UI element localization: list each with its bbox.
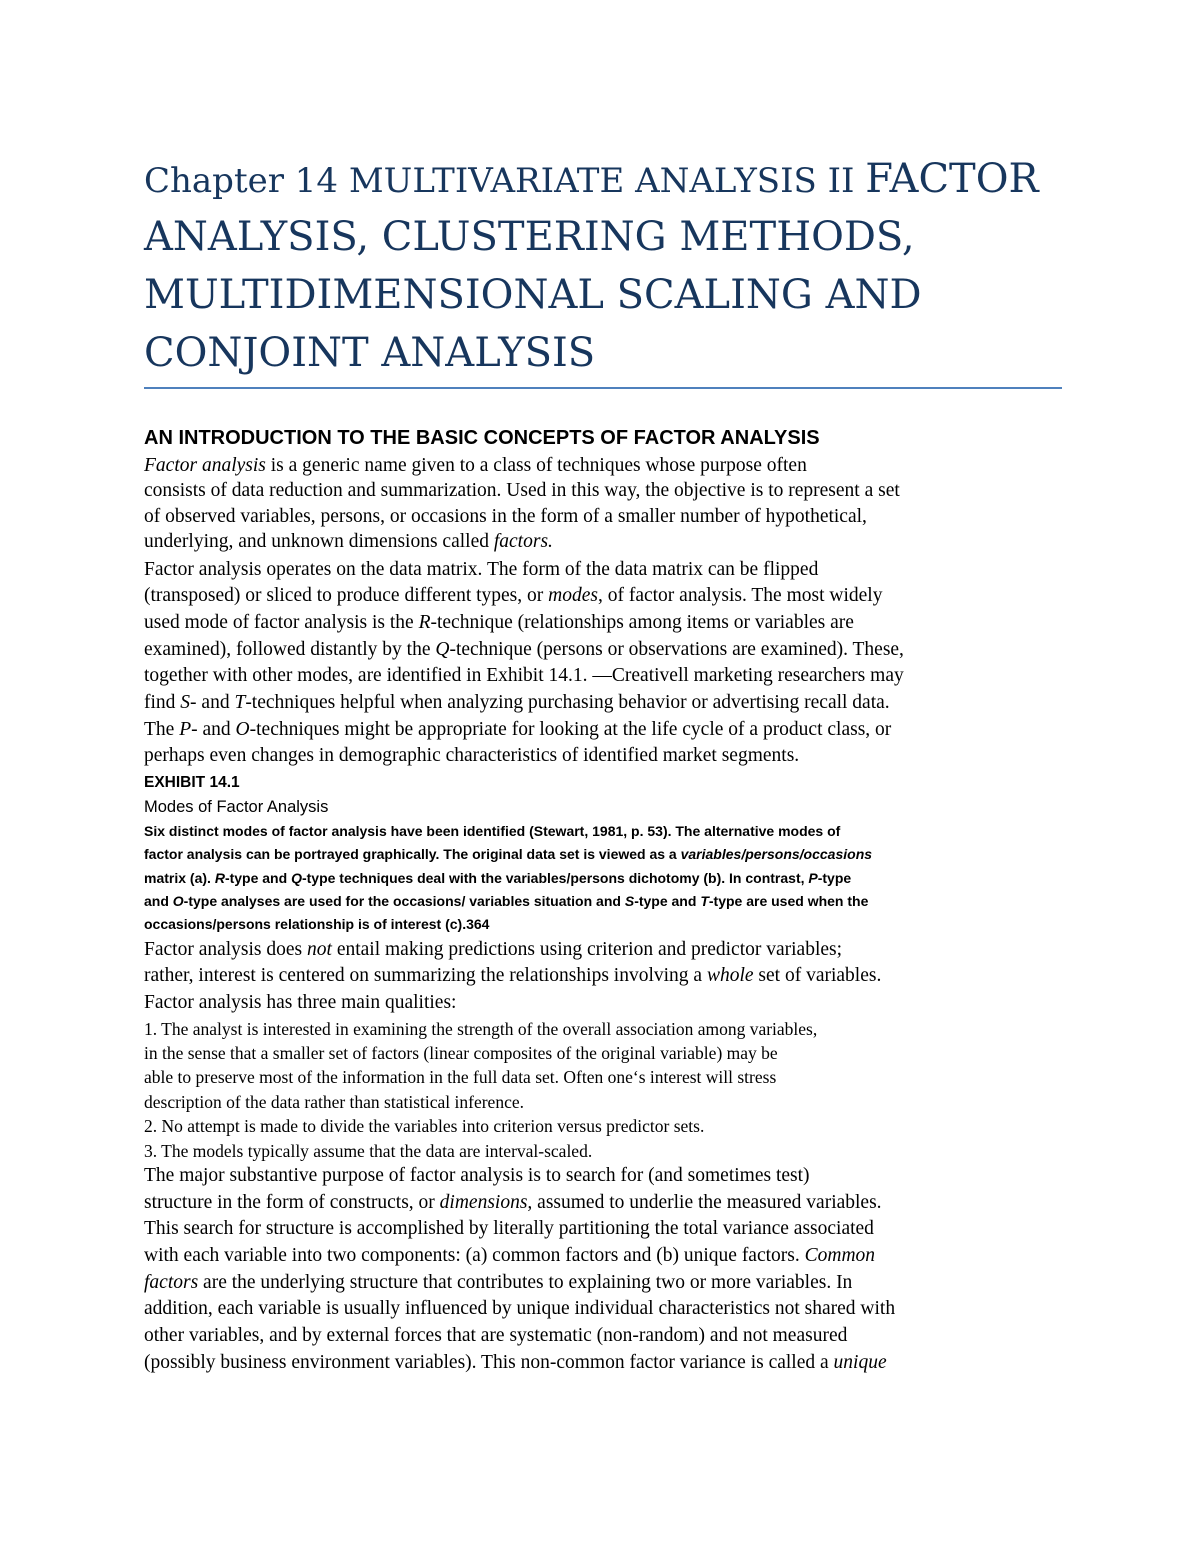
text-line xyxy=(144,529,1074,554)
text: matrix (a). xyxy=(144,869,215,886)
paragraph-modes xyxy=(144,557,1074,771)
text: (possibly business environment variables). This non-common factor variance is called a xyxy=(144,1351,834,1373)
chapter-title xyxy=(144,150,1064,382)
exhibit-subtitle: Modes of Factor Analysis xyxy=(144,798,329,817)
list-item: 3. The models typically assume that the data are interval-scaled. xyxy=(144,1140,593,1161)
text-line xyxy=(144,1350,1074,1377)
text: is a generic name given to a class of techniques whose purpose often xyxy=(265,455,807,476)
text: - and xyxy=(190,692,235,713)
title-text: FACTOR xyxy=(865,156,1039,202)
text-line xyxy=(144,717,1074,744)
text-line: other variables, and by external forces that are systematic (non-random) and not measured xyxy=(144,1325,848,1347)
text: rather, interest is centered on summarizing the relationships involving a xyxy=(144,965,707,987)
emphasis: Factor analysis xyxy=(144,455,266,476)
emphasis: Q xyxy=(291,869,302,886)
emphasis: dimensions, xyxy=(439,1191,533,1213)
text-line xyxy=(144,963,1074,990)
text-line xyxy=(144,1270,1074,1297)
text-line xyxy=(144,610,1074,637)
text: -techniques helpful when analyzing purchasing behavior or advertising recall data. xyxy=(245,692,890,713)
exhibit-label: EXHIBIT 14.1 xyxy=(144,774,240,792)
text-line xyxy=(144,1190,1074,1217)
emphasis: factors. xyxy=(493,531,553,553)
emphasis: modes xyxy=(548,585,598,607)
text: find xyxy=(144,692,181,713)
title-line xyxy=(144,150,1064,208)
paragraph-structure xyxy=(144,1163,1074,1377)
text: -type and xyxy=(634,892,701,909)
emphasis: Q xyxy=(435,638,450,660)
text-line xyxy=(144,690,1074,717)
list-item: 1. The analyst is interested in examining the strength of the overall association among variables, xyxy=(144,1018,818,1039)
text-line xyxy=(144,843,1074,866)
text-line xyxy=(144,1243,1074,1270)
text: examined), followed distantly by the xyxy=(144,638,436,660)
text-line: together with other modes, are identified in Exhibit 14.1. —Creativell marketing researchers may xyxy=(144,665,904,687)
text: -type and xyxy=(224,869,292,886)
emphasis: unique xyxy=(833,1351,887,1373)
text-line xyxy=(144,453,1074,478)
text: -type techniques deal with the variables/persons dichotomy (b). In contrast, xyxy=(301,869,809,886)
qualities-list xyxy=(144,1017,1074,1163)
emphasis: T xyxy=(234,692,246,713)
text-line xyxy=(144,637,1074,664)
text-line: description of the data rather than statistical inference. xyxy=(144,1091,524,1112)
text-line: The major substantive purpose of factor analysis is to search for (and sometimes test) xyxy=(144,1164,810,1186)
text-line: This search for structure is accomplished by literally partitioning the total variance associated xyxy=(144,1218,874,1240)
text: assumed to underlie the measured variables. xyxy=(532,1191,882,1213)
title-divider xyxy=(144,387,1062,389)
emphasis: S xyxy=(180,692,191,713)
text-line: able to preserve most of the information in the full data set. Often one‘s interest will stress xyxy=(144,1067,777,1088)
list-item: 2. No attempt is made to divide the variables into criterion versus predictor sets. xyxy=(144,1116,705,1137)
emphasis: T xyxy=(700,892,709,909)
text: -type are used when the xyxy=(708,892,869,909)
text-line xyxy=(144,890,1074,913)
text: -type analyses are used for the occasions/ variables situation and xyxy=(183,892,625,909)
paragraph-factor-analysis-definition xyxy=(144,453,1074,555)
emphasis: Common xyxy=(804,1245,876,1267)
text: , of factor analysis. The most widely xyxy=(597,585,883,607)
text: are the underlying structure that contributes to explaining two or more variables. In xyxy=(198,1271,853,1293)
text-line: perhaps even changes in demographic characteristics of identified market segments. xyxy=(144,745,800,767)
text: - and xyxy=(191,718,236,740)
text: (transposed) or sliced to produce different types, or xyxy=(144,585,549,607)
text: factor analysis can be portrayed graphically. The original data set is viewed as a xyxy=(144,846,681,863)
title-text: Chapter 14 MULTIVARIATE ANALYSIS II xyxy=(144,161,866,201)
text-line: Factor analysis operates on the data matrix. The form of the data matrix can be flipped xyxy=(144,558,819,580)
section-heading: AN INTRODUCTION TO THE BASIC CONCEPTS OF FACTOR ANALYSIS xyxy=(144,427,820,449)
text-line xyxy=(144,867,1074,890)
emphasis: factors xyxy=(144,1271,199,1293)
text: -technique (persons or observations are examined). These, xyxy=(449,638,904,660)
title-line: CONJOINT ANALYSIS xyxy=(144,330,596,376)
title-line: MULTIDIMENSIONAL SCALING AND xyxy=(144,272,922,318)
paragraph-predictions xyxy=(144,937,1074,1017)
text: and xyxy=(144,892,173,909)
text-line: Six distinct modes of factor analysis have been identified (Stewart, 1981, p. 53). The alternative modes of xyxy=(144,823,841,840)
text: with each variable into two components: (a) common factors and (b) unique factors. xyxy=(144,1245,805,1267)
text-line xyxy=(144,937,1074,964)
text: entail making predictions using criterion and predictor variables; xyxy=(331,938,843,960)
text: -techniques might be appropriate for looking at the life cycle of a product class, or xyxy=(249,718,892,740)
text: structure in the form of constructs, or xyxy=(144,1191,440,1213)
exhibit-block xyxy=(144,770,1074,936)
text-line: occasions/persons relationship is of interest (c).364 xyxy=(144,916,490,933)
emphasis: P xyxy=(808,869,818,886)
emphasis: whole xyxy=(706,965,754,987)
body-content xyxy=(144,423,1074,1376)
emphasis: R xyxy=(214,869,225,886)
emphasis: R xyxy=(418,611,431,633)
text: Factor analysis does xyxy=(144,938,308,960)
text-line: of observed variables, persons, or occasions in the form of a smaller number of hypothetical, xyxy=(144,505,867,527)
emphasis: O xyxy=(172,892,184,909)
emphasis: not xyxy=(307,938,332,960)
text-line xyxy=(144,583,1074,610)
title-line: ANALYSIS, CLUSTERING METHODS, xyxy=(144,214,915,260)
text-line: Factor analysis has three main qualities: xyxy=(144,991,457,1013)
text: The xyxy=(144,718,180,740)
text: set of variables. xyxy=(753,965,882,987)
text: underlying, and unknown dimensions called xyxy=(144,531,494,553)
text-line: in the sense that a smaller set of factors (linear composites of the original variable) may be xyxy=(144,1043,778,1063)
text: -technique (relationships among items or variables are xyxy=(430,611,854,633)
emphasis: variables/persons/occasions xyxy=(680,846,873,863)
emphasis: O xyxy=(235,718,250,740)
emphasis: S xyxy=(624,892,635,909)
text-line: addition, each variable is usually influenced by unique individual characteristics not shared with xyxy=(144,1298,896,1320)
text: -type xyxy=(817,869,852,886)
emphasis: P xyxy=(179,718,192,740)
text: used mode of factor analysis is the xyxy=(144,611,419,633)
text-line: consists of data reduction and summarization. Used in this way, the objective is to represent a set xyxy=(144,480,900,502)
